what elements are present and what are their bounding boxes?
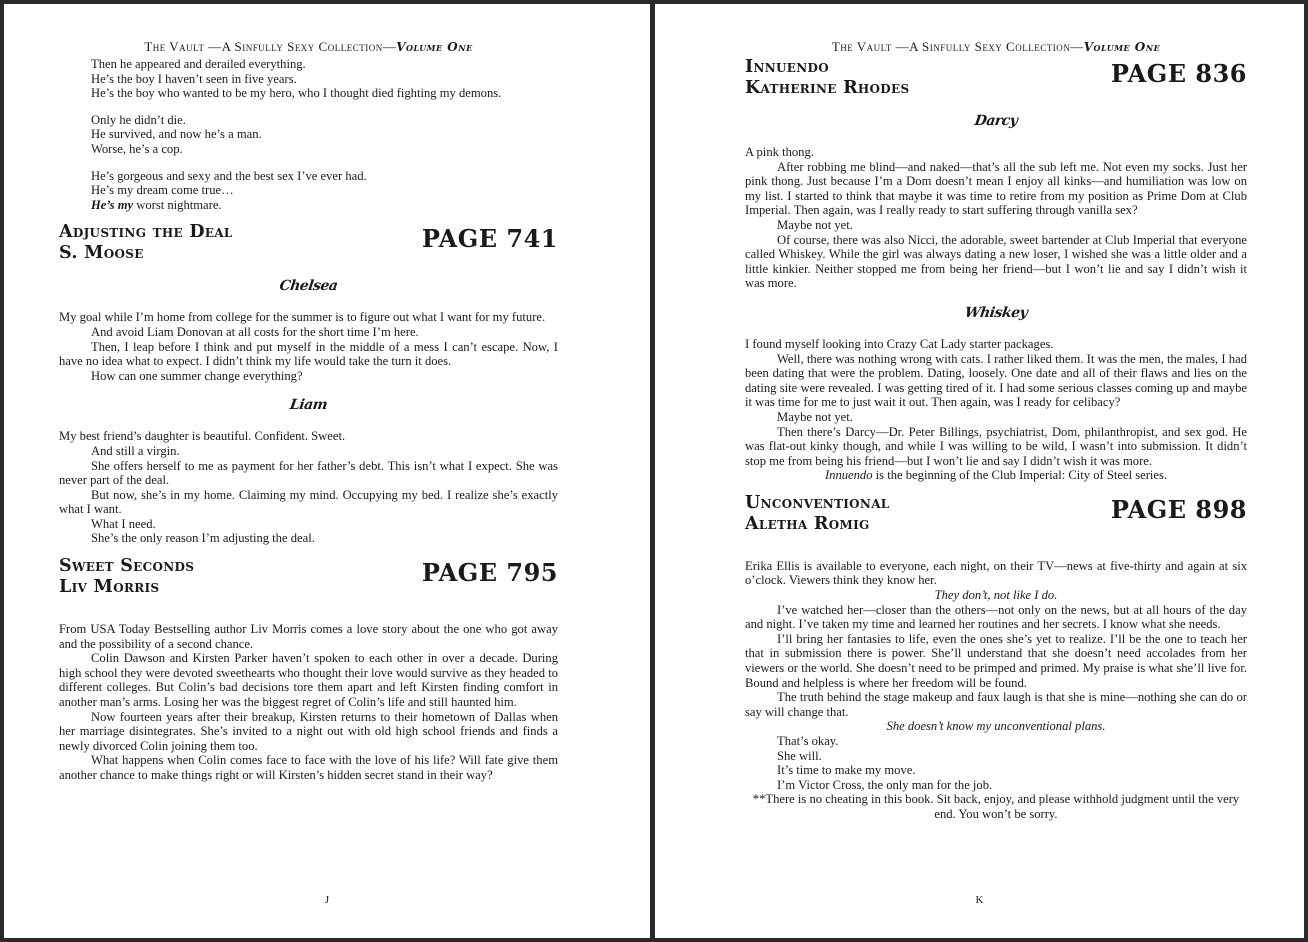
paragraph: What happens when Colin comes face to face with the love of his life? Will fate give them another chance to make things right or will Kirsten’s hidden secret stand in their way?: [59, 753, 558, 782]
series-title: Innuendo: [824, 468, 873, 483]
paragraph: A pink thong.: [745, 145, 814, 159]
series-text: is the beginning of the Club Imperial: City of Steel series.: [872, 468, 1168, 483]
story-title-block: [59, 556, 194, 598]
running-head-left: [59, 39, 558, 57]
stanza-line: Only he didn’t die.: [91, 112, 186, 127]
story-page-number: PAGE 741: [421, 224, 558, 254]
paragraph: And still a virgin.: [91, 443, 180, 458]
stanza-line: Worse, he’s a cop.: [91, 141, 183, 156]
paragraph: I’ve watched her—closer than the others—not only on the news, but at all hours of the day and night. I’ve taken my time and learned her routines and her secrets. I know what she needs.: [745, 602, 1247, 632]
paragraph: She offers herself to me as payment for her father’s debt. This isn’t what I expect. She was never part of the deal.: [59, 458, 558, 488]
paragraph: Colin Dawson and Kirsten Parker haven’t spoken to each other in over a decade. During high school they were devoted sweethearts who thought their love would survive as they headed to different colleges. But Colin’s bad decisions tore them apart and left Kirsten finding comfort in another man’s arms. Losing her was the biggest regret of Colin’s life and still haunted him.: [59, 651, 558, 710]
paragraph: Maybe not yet.: [777, 217, 853, 232]
paragraph: My best friend’s daughter is beautiful. Confident. Sweet.: [59, 429, 346, 444]
stanza-line: Then he appeared and derailed everything.: [91, 57, 306, 71]
running-head-text: The Vault —A Sinfully Sexy Collection—: [144, 39, 397, 54]
paragraph: Maybe not yet.: [777, 409, 853, 424]
pov-heading: Whiskey: [963, 304, 1029, 321]
stanza-last-line: [91, 198, 558, 213]
stanza-line: He survived, and now he’s a man.: [91, 127, 262, 142]
pov-heading: Chelsea: [278, 278, 339, 295]
page-folio: J: [324, 894, 330, 906]
paragraph: After robbing me blind—and naked—that’s all the sub left me. Not even my socks. Just her pink thong. Just because I’m a Dom doesn’t mean I enjoy all kinks—and humiliation was low on my list. I started to think that maybe it was time to retire from my position as Prime Dom at Club Imperial. Then again, was I really ready to start suffering through vanilla sex?: [745, 159, 1247, 218]
stanza-line: He’s my dream come true…: [91, 183, 234, 198]
running-head-volume: Volume One: [396, 40, 473, 54]
paragraph: The truth behind the stage makeup and faux laugh is that she is mine—nothing she can do or say will change that.: [745, 690, 1247, 719]
stanza-line: He’s the boy who wanted to be my hero, who I thought died fighting my demons.: [91, 86, 502, 101]
paragraph: I’m Victor Cross, the only man for the job.: [777, 777, 993, 792]
story-body: [745, 559, 1247, 822]
paragraph: What I need.: [91, 516, 156, 531]
story-body: [59, 622, 558, 783]
left-page: [4, 4, 650, 938]
story-page-number: PAGE 898: [1110, 494, 1247, 524]
stanza-text: worst nightmare.: [133, 197, 222, 212]
story-title: Adjusting the Deal: [59, 222, 233, 243]
paragraph: And avoid Liam Donovan at all costs for the short time I’m here.: [91, 324, 419, 339]
paragraph: That’s okay.: [777, 734, 839, 748]
paragraph: Well, there was nothing wrong with cats. I rather liked them. It was the men, the males, I had been dating that were the problem. Dating, loosely. One date and all of their flaws and lies on the dating site were revealed. I was getting tired of it. I had some serious classes coming up and maybe it was time for me to just wait it out. Then again, was I ready for celibacy?: [745, 351, 1247, 410]
intro-stanzas: [59, 57, 558, 212]
paragraph: I found myself looking into Crazy Cat Lady starter packages.: [745, 336, 1054, 351]
story-heading-innuendo: [745, 57, 1247, 99]
story-heading-unconventional: [745, 493, 1247, 535]
paragraph: Now fourteen years after their breakup, Kirsten returns to their hometown of Dallas when her marriage disintegrates. She’s invited to a night out with old high school friends and finds a newly divorced Colin joining them too.: [59, 709, 558, 753]
page-folio: K: [975, 894, 984, 906]
paragraph: But now, she’s in my home. Claiming my mind. Occupying my bed. I realize she’s exactly what I want.: [59, 487, 558, 517]
pov-heading: Darcy: [973, 113, 1019, 129]
story-author: Liv Morris: [59, 577, 160, 598]
story-body: [745, 337, 1247, 483]
paragraph: Then, I leap before I think and put myself in the middle of a mess I can’t escape. Now, I have no idea what to expect. I didn’t think my life would take the turn it does.: [59, 339, 558, 369]
pov-heading: Liam: [288, 397, 329, 414]
paragraph: She’s the only reason I’m adjusting the deal.: [91, 531, 315, 546]
paragraph: Of course, there was also Nicci, the adorable, sweet bartender at Club Imperial that everyone called Whiskey. While the girl was always dating a new loser, I wished she was a little older and a little kinkier. Neither stopped me from being her friend—but I won’t lie and say I didn’t wish it was more.: [745, 232, 1247, 291]
story-author: S. Moose: [59, 243, 144, 264]
story-body: [745, 145, 1247, 291]
story-title: Sweet Seconds: [59, 556, 195, 577]
stanza-line: He’s gorgeous and sexy and the best sex I’ve ever had.: [91, 168, 367, 183]
story-body: [59, 429, 558, 546]
paragraph: How can one summer change everything?: [91, 368, 303, 383]
story-author: Katherine Rhodes: [745, 78, 910, 98]
running-head-text: The Vault —A Sinfully Sexy Collection—: [831, 39, 1084, 54]
paragraph: Then there’s Darcy—Dr. Peter Billings, psychiatrist, Dom, philanthropist, and sex god. He was flat-out kinky though, and while I was willing to be wild, I wasn’t into submission. It didn’t stop me from being his friend—but I won’t lie and say I didn’t wish it was more.: [745, 424, 1247, 468]
paragraph: It’s time to make my move.: [777, 763, 916, 778]
story-title: Innuendo: [745, 57, 829, 77]
paragraph: I’ll bring her fantasies to life, even the ones she’s yet to realize. I’ll be the one to teach her that in submission there is power. She’ll understand that she doesn’t need accolades from her viewers or the world. She doesn’t need to be primped and primed. My praise is what she’ll live for. Bound and helpless is where her freedom will be found.: [745, 631, 1247, 690]
story-title-block: [745, 493, 890, 535]
story-body: [59, 310, 558, 383]
story-title-block: [745, 57, 909, 99]
story-title: Unconventional: [745, 492, 890, 513]
story-page-number: PAGE 795: [421, 558, 558, 588]
story-heading-adjusting-the-deal: [59, 222, 558, 264]
story-author: Aletha Romig: [745, 513, 870, 534]
paragraph: Erika Ellis is available to everyone, each night, on their TV—news at five-thirty and again at six o’clock. Viewers think they know her.: [745, 558, 1247, 588]
running-head-right: [745, 39, 1247, 57]
story-heading-sweet-seconds: [59, 556, 558, 598]
centered-italic-line: She doesn’t know my unconventional plans.: [886, 719, 1106, 734]
running-head-volume: Volume One: [1083, 40, 1161, 54]
story-page-number: PAGE 836: [1110, 59, 1247, 88]
series-note: [745, 468, 1247, 483]
centered-italic-line: They don’t, not like I do.: [934, 588, 1058, 603]
stanza-line: He’s the boy I haven’t seen in five years.: [91, 71, 297, 86]
paragraph: She will.: [777, 748, 822, 763]
paragraph: My goal while I’m home from college for the summer is to figure out what I want for my future.: [59, 310, 546, 325]
story-title-block: [59, 222, 233, 264]
right-page: [655, 4, 1304, 938]
emphasis-text: He’s my: [91, 197, 134, 212]
paragraph: From USA Today Bestselling author Liv Morris comes a love story about the one who got away and the possibility of a second chance.: [59, 622, 558, 651]
author-note: **There is no cheating in this book. Sit back, enjoy, and please withhold judgment until the very end. You won’t be sorry.: [752, 792, 1240, 821]
